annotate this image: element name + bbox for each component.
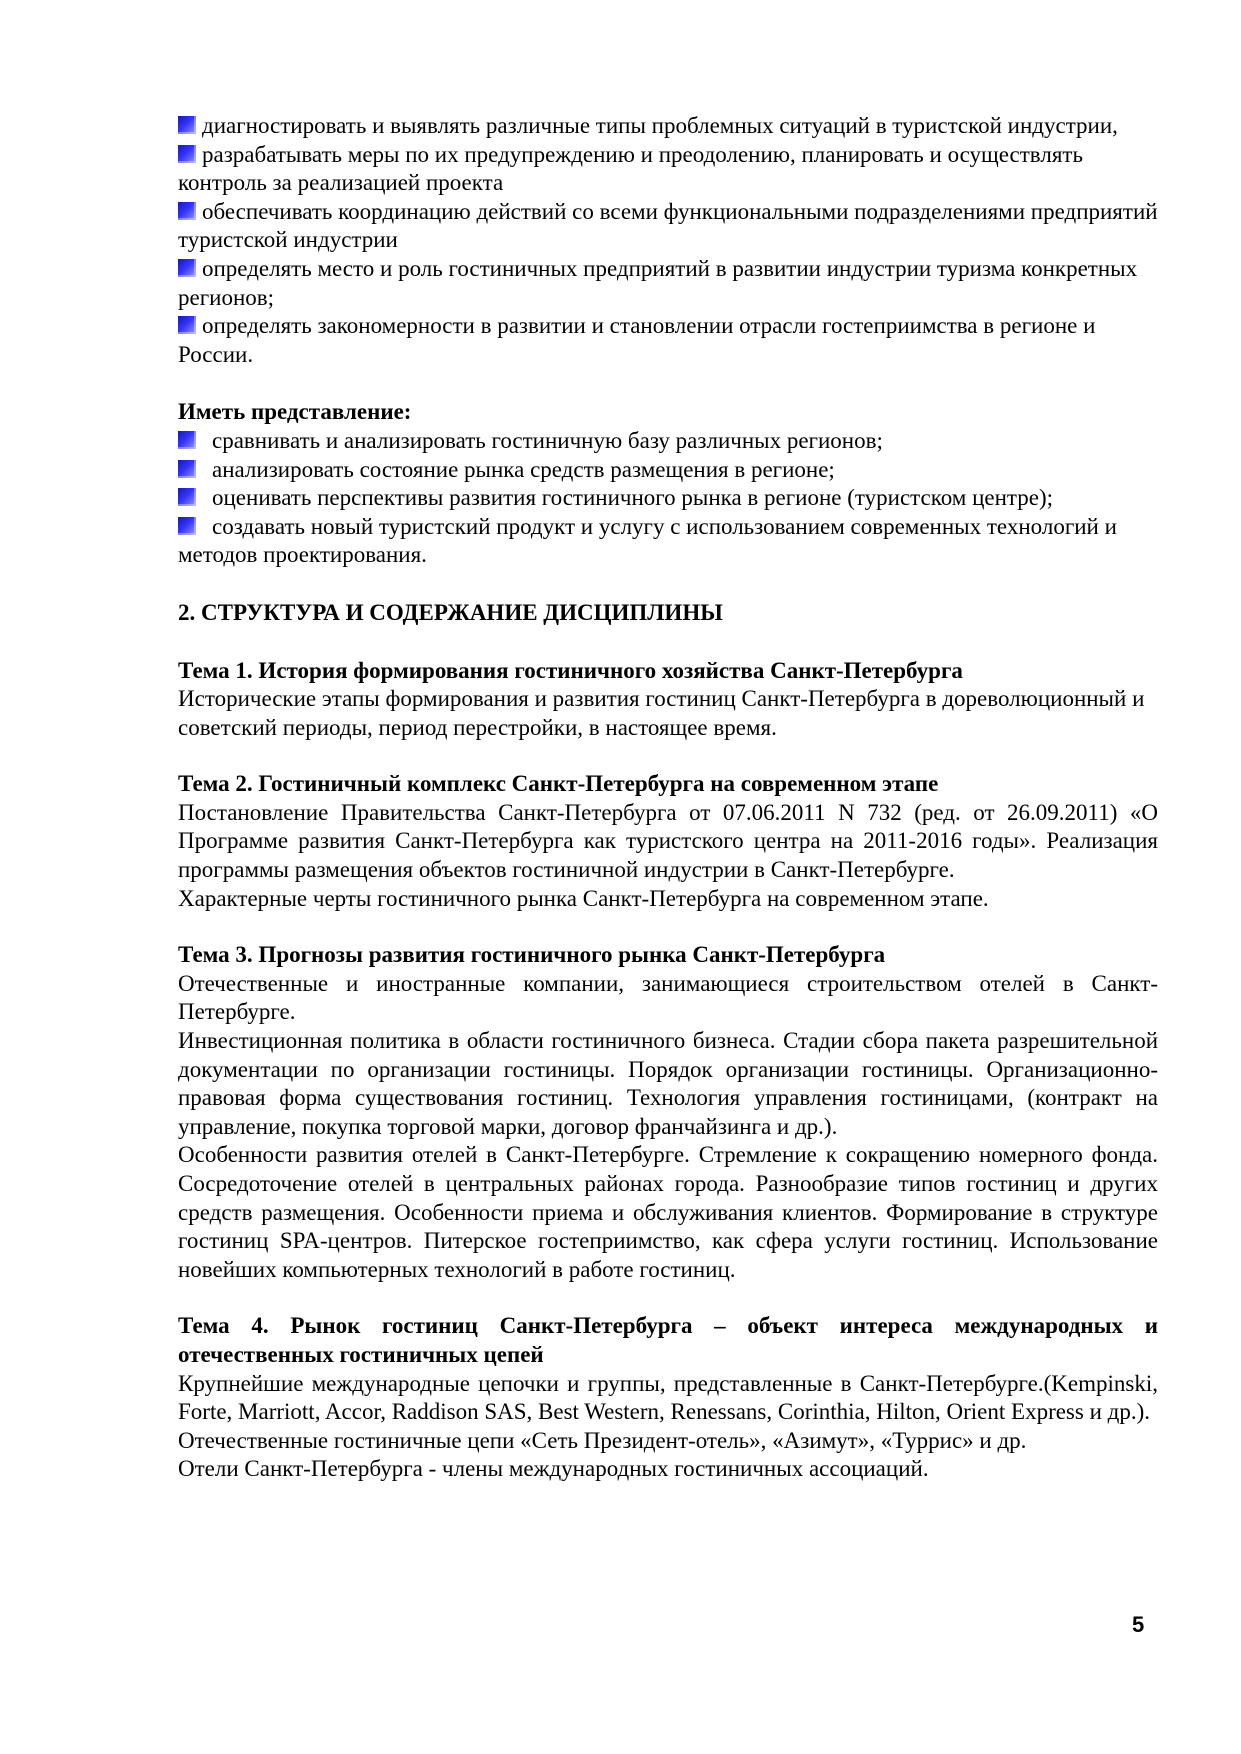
topic-title: Тема 3. Прогнозы развития гостиничного рынка Санкт-Петербурга bbox=[178, 942, 886, 968]
topic-paragraph: Отечественные гостиничные цепи «Сеть Президент-отель», «Азимут», «Туррис» и др. bbox=[178, 1427, 1027, 1453]
topic-paragraph: Исторические этапы формирования и развития гостиниц Санкт-Петербурга в дореволюционный и советский периоды, период перестройки, в настоящее время. bbox=[178, 686, 1145, 740]
square-bullet-icon bbox=[178, 202, 196, 220]
topic-3 bbox=[178, 941, 1158, 1284]
square-bullet-icon bbox=[178, 488, 196, 506]
topic-paragraph: Постановление Правительства Санкт-Петербурга от 07.06.2011 N 732 (ред. от 26.09.2011) «О Программе развития Санкт-Петербурга как туристского центра на 2011-2016 годы». Реализация программы размещения объектов гостиничной индустрии в Санкт-Петербурге. bbox=[178, 799, 1158, 883]
square-bullet-icon bbox=[178, 517, 196, 535]
square-bullet-icon bbox=[178, 460, 196, 478]
topic-2 bbox=[178, 770, 1158, 913]
skills-list bbox=[178, 112, 1158, 369]
topic-1 bbox=[178, 657, 1158, 743]
represent-block bbox=[178, 398, 1158, 570]
square-bullet-icon bbox=[178, 431, 196, 449]
square-bullet-icon bbox=[178, 259, 196, 277]
list-item: определять закономерности в развитии и становлении отрасли гостеприимства в регионе и России. bbox=[178, 313, 1096, 367]
square-bullet-icon bbox=[178, 145, 196, 163]
topic-paragraph: Инвестиционная политика в области гостиничного бизнеса. Стадии сбора пакета разрешительной документации по организации гостиницы. Порядок организации гостиницы. Организационно-правовая форма существования гостиниц. Технология управления гостиницами, (контракт на управление, покупка торговой марки, договор франчайзинга и др.). bbox=[178, 1028, 1158, 1139]
topic-title: Тема 2. Гостиничный комплекс Санкт-Петербурга на современном этапе bbox=[178, 771, 939, 797]
topic-title: Тема 1. История формирования гостиничного хозяйства Санкт-Петербурга bbox=[178, 657, 963, 683]
represent-heading: Иметь представление: bbox=[178, 399, 412, 425]
topic-paragraph: Отечественные и иностранные компании, занимающиеся строительством отелей в Санкт-Петербурге. bbox=[178, 970, 1158, 1025]
topic-paragraph: Крупнейшие международные цепочки и группы, представленные в Санкт-Петербурге.(Kempinski, Forte, Marriott, Accor, Raddison SAS, Best Western, Renessans, Corinthia, Hilton, Orient Express и др.). bbox=[178, 1370, 1158, 1425]
topic-paragraph: Отели Санкт-Петербурга - члены международных гостиничных ассоциаций. bbox=[178, 1456, 929, 1482]
topic-paragraph: Характерные черты гостиничного рынка Санкт-Петербурга на современном этапе. bbox=[178, 885, 989, 911]
list-item: анализировать состояние рынка средств размещения в регионе; bbox=[178, 456, 1158, 485]
topic-4 bbox=[178, 1312, 1158, 1484]
list-item: создавать новый туристский продукт и услугу с использованием современных технологий и методов проектирования. bbox=[178, 513, 1117, 568]
list-item: разрабатывать меры по их предупреждению и преодолению, планировать и осуществлять контроль за реализацией проекта bbox=[178, 141, 1083, 196]
list-item: оценивать перспективы развития гостиничного рынка в регионе (туристском центре); bbox=[178, 484, 1158, 513]
topic-title: Тема 4. Рынок гостиниц Санкт-Петербурга – объект интереса международных и отечественных гостиничных цепей bbox=[178, 1313, 1158, 1367]
list-item: обеспечивать координацию действий со всеми функциональными подразделениями предприятий туристской индустрии bbox=[178, 198, 1158, 253]
topic-paragraph: Особенности развития отелей в Санкт-Петербурге. Стремление к сокращению номерного фонда. Сосредоточение отелей в центральных районах города. Разнообразие типов гостиниц и других средств размещения. Особенности приема и обслуживания клиентов. Формирование в структуре гостиниц SPA-центров. Питерское гостеприимство, как сфера услуги гостиниц. Использование новейших компьютерных технологий в работе гостиниц. bbox=[178, 1142, 1158, 1282]
document-page bbox=[178, 112, 1158, 1484]
square-bullet-icon bbox=[178, 116, 196, 134]
list-item: диагностировать и выявлять различные типы проблемных ситуаций в туристской индустрии, bbox=[178, 112, 1158, 141]
square-bullet-icon bbox=[178, 316, 196, 334]
page-number: 5 bbox=[1132, 1612, 1145, 1637]
list-item: сравнивать и анализировать гостиничную базу различных регионов; bbox=[178, 427, 1158, 456]
section-title: 2. СТРУКТУРА И СОДЕРЖАНИЕ ДИСЦИПЛИНЫ bbox=[178, 599, 723, 625]
list-item: определять место и роль гостиничных предприятий в развитии индустрии туризма конкретных регионов; bbox=[178, 255, 1138, 310]
